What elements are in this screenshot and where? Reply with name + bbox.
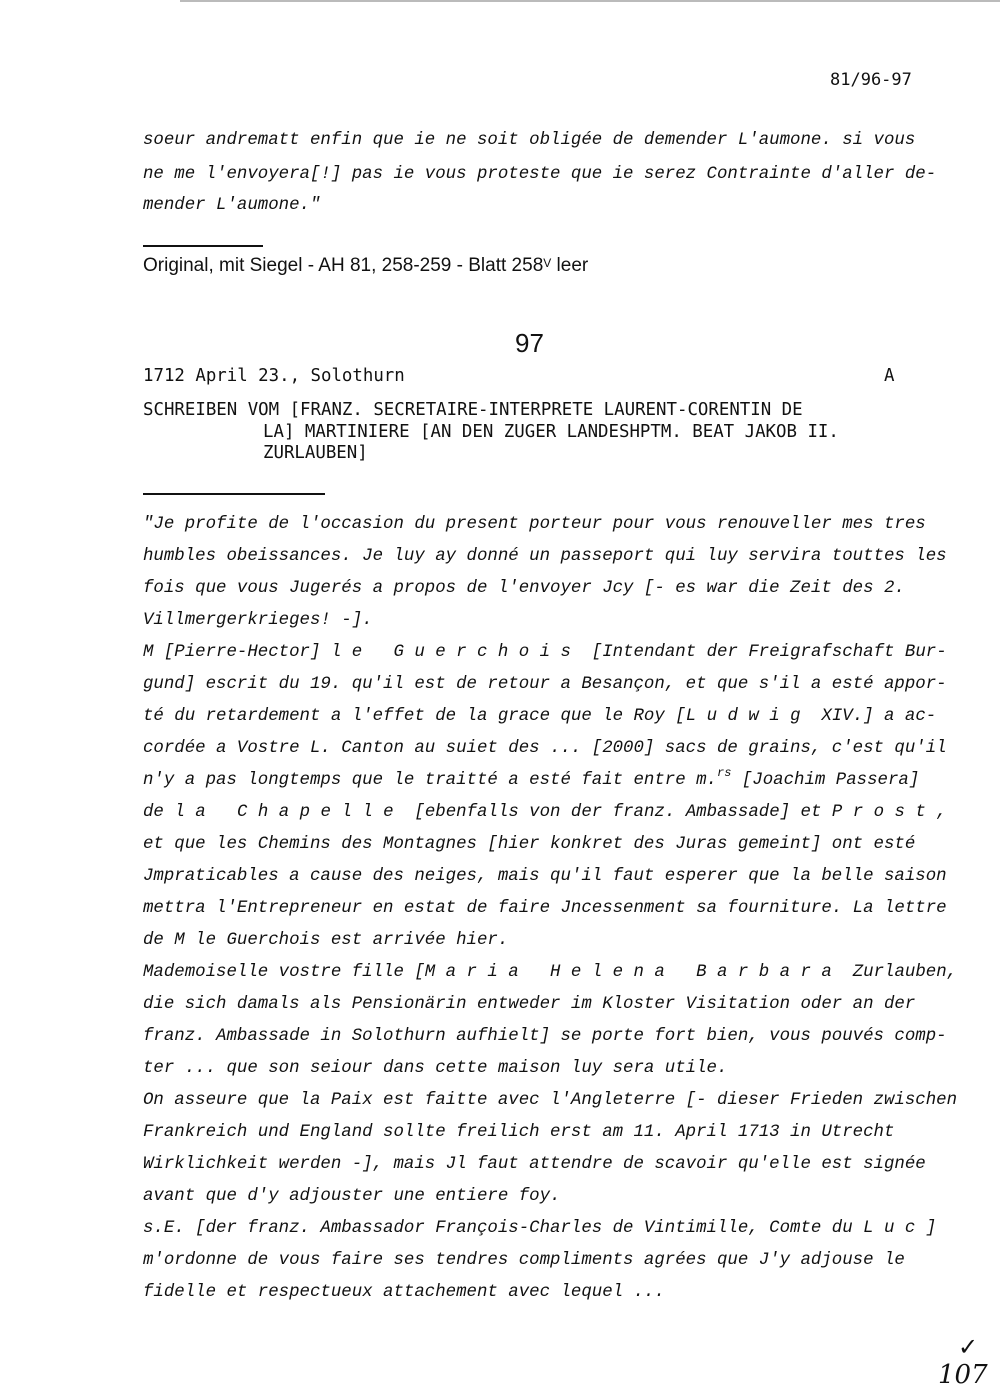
- letter-line: Villmergerkrieges! -].: [143, 611, 373, 630]
- letter-line: Frankreich und England sollte freilich erst am 11. April 1713 in Utrecht: [143, 1123, 895, 1142]
- entry-heading-line: SCHREIBEN VOM [FRANZ. SECRETAIRE-INTERPRETE LAURENT-CORENTIN DE: [143, 400, 803, 420]
- entry-date-place: 1712 April 23., Solothurn: [143, 366, 405, 386]
- letter-line: mettra l'Entrepreneur en estat de faire Jncessenment sa fourniture. La lettre: [143, 899, 947, 918]
- source-note: Original, mit Siegel - AH 81, 258-259 - Blatt $258^V$ leer: [143, 255, 589, 276]
- letter-line: Wirklichkeit werden -], mais Jl faut attendre de scavoir qu'elle est signée: [143, 1155, 926, 1174]
- separator-rule: [143, 245, 263, 247]
- entry-number: 97: [515, 328, 544, 358]
- handwritten-page-number: 107: [938, 1360, 988, 1390]
- letter-line: avant que d'y adjouster une entiere foy.: [143, 1187, 561, 1206]
- separator-rule: [143, 493, 325, 495]
- checkmark-icon: ✓: [958, 1334, 979, 1361]
- letter-line: "Je profite de l'occasion du present porteur pour vous renouveller mes tres: [143, 515, 926, 534]
- prev-letter-line: soeur andrematt enfin que ie ne soit obligée de demender L'aumone. si vous: [143, 131, 916, 150]
- letter-line: M [Pierre-Hector] le Guerchois [Intendant der Freigrafschaft Bur-: [143, 643, 947, 662]
- spaced-name: Ludwig: [685, 707, 811, 726]
- spaced-name: Maria Helena Barbara: [424, 963, 843, 982]
- letter-line: et que les Chemins des Montagnes [hier konkret des Juras gemeint] ont esté: [143, 835, 916, 854]
- scan-top-edge: [180, 0, 1000, 2]
- entry-marker: A: [884, 366, 895, 386]
- letter-line: Jmpraticables a cause des neiges, mais qu'il faut esperer que la belle saison: [143, 867, 947, 886]
- entry-heading-line: LA] MARTINIERE [AN DEN ZUGER LANDESHPTM. BEAT JAKOB II.: [263, 422, 839, 442]
- letter-line: té du retardement a l'effet de la grace que le Roy [Ludwig XIV.] a ac-: [143, 707, 937, 726]
- letter-line: fois que vous Jugerés a propos de l'envoyer Jcy [- es war die Zeit des 2.: [143, 579, 905, 598]
- letter-line: humbles obeissances. Je luy ay donné un passeport qui luy servira touttes les: [143, 547, 947, 566]
- letter-line: de la Chapelle [ebenfalls von der franz. Ambassade] et Prost,: [143, 803, 947, 822]
- spaced-name: Luc: [863, 1219, 926, 1238]
- letter-line: fidelle et respectueux attachement avec lequel ...: [143, 1283, 665, 1302]
- prev-letter-line: ne me l'envoyera[!] pas ie vous proteste que ie serez Contrainte d'aller de-: [143, 165, 937, 184]
- letter-line: On asseure que la Paix est faitte avec l'Angleterre [- dieser Frieden zwischen: [143, 1091, 958, 1110]
- document-number: 81/96-97: [830, 70, 912, 90]
- letter-line: m'ordonne de vous faire ses tendres compliments agrées que J'y adjouse le: [143, 1251, 905, 1270]
- letter-line: n'y a pas longtemps que le traitté a esté fait entre m.$^{rs}$ [Joachim Passera]: [143, 766, 920, 790]
- letter-line: franz. Ambassade in Solothurn aufhielt] se porte fort bien, vous pouvés comp-: [143, 1027, 947, 1046]
- spaced-name: Prost: [831, 803, 937, 822]
- letter-line: die sich damals als Pensionärin entweder im Kloster Visitation oder an der: [143, 995, 916, 1014]
- prev-letter-line: mender L'aumone.": [143, 196, 321, 215]
- letter-line: cordée a Vostre L. Canton au suiet des ... [2000] sacs de grains, c'est qu'il: [143, 739, 947, 758]
- entry-heading-line: ZURLAUBEN]: [263, 443, 368, 463]
- spaced-name: la Chapelle: [174, 803, 404, 822]
- letter-line: ter ... que son seiour dans cette maison luy sera utile.: [143, 1059, 728, 1078]
- letter-line: s.E. [der franz. Ambassador François-Charles de Vintimille, Comte du Luc]: [143, 1219, 937, 1238]
- letter-line: Mademoiselle vostre fille [Maria Helena Barbara Zurlauben,: [143, 963, 958, 982]
- spaced-name: le Guerchois: [330, 643, 582, 662]
- letter-line: de M le Guerchois est arrivée hier.: [143, 931, 509, 950]
- letter-line: gund] escrit du 19. qu'il est de retour a Besançon, et que s'il a esté appor-: [143, 675, 947, 694]
